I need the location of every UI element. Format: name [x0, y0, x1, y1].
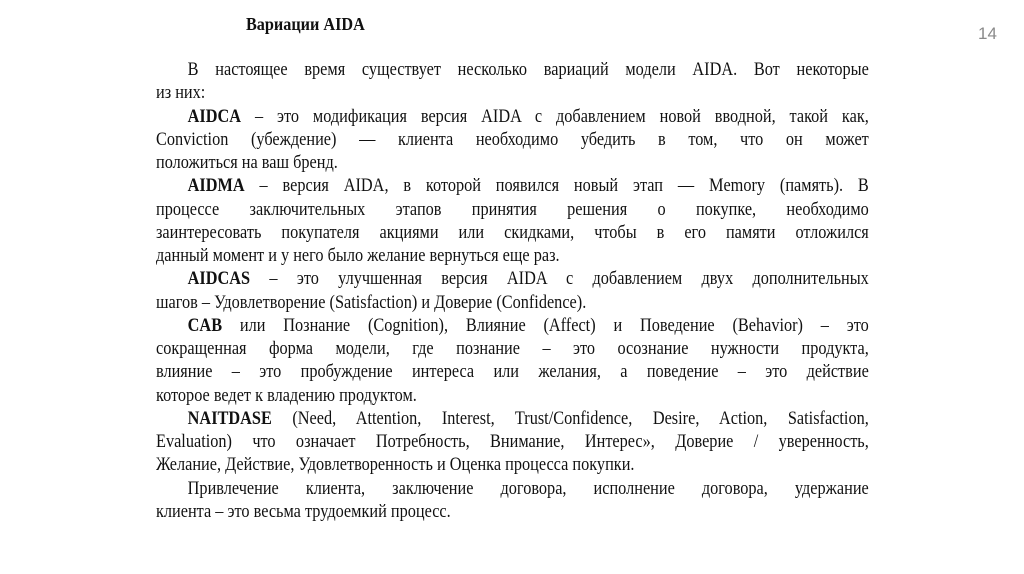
line-text: из них: — [156, 83, 206, 104]
line-text: – это улучшенная версия AIDA с добавлением двух дополнительных — [250, 269, 869, 290]
line-text: клиента – это весьма трудоемкий процесс. — [156, 501, 451, 522]
paragraph — [156, 59, 869, 106]
term-label: AIDCAS — [187, 269, 251, 290]
paragraph — [156, 106, 869, 176]
line-text: Желание, Действие, Удовлетворенность и Оценка процесса покупки. — [156, 455, 635, 476]
text-line — [156, 478, 869, 501]
paragraph — [156, 408, 869, 478]
line-text: сокращенная форма модели, где познание – это осознание нужности продукта, — [156, 339, 869, 359]
text-line — [156, 106, 869, 129]
slide-body — [156, 59, 869, 524]
line-text: заинтересовать покупателя акциями или скидками, чтобы в его памяти отложился — [156, 222, 869, 243]
text-line — [156, 129, 869, 152]
text-line — [156, 199, 869, 222]
text-line — [156, 292, 869, 315]
text-line — [156, 268, 869, 291]
term-label: NAITDASE — [187, 408, 272, 429]
text-line — [156, 82, 869, 105]
text-line — [156, 361, 869, 384]
line-text: – версия AIDA, в которой появился новый этап — Memory (память). В — [244, 176, 869, 197]
line-text: Conviction (убеждение) — клиента необходимо убедить в том, что он может — [156, 129, 869, 150]
term-label: AIDMA — [187, 176, 245, 197]
text-line — [156, 454, 869, 477]
line-text: или Познание (Cognition), Влияние (Affect) и Поведение (Behavior) – это — [222, 315, 869, 336]
text-line — [156, 431, 869, 454]
term-label: CAB — [187, 315, 223, 336]
line-text: шагов – Удовлетворение (Satisfaction) и Доверие (Confidence). — [156, 292, 587, 313]
text-line — [156, 385, 869, 408]
line-text: процессе заключительных этапов принятия решения о покупке, необходимо — [156, 199, 869, 220]
text-line — [156, 222, 869, 245]
slide-title: Вариации AIDA — [246, 14, 365, 34]
paragraph — [156, 175, 869, 268]
paragraph — [156, 478, 869, 525]
text-line — [156, 245, 869, 268]
line-text: (Need, Attention, Interest, Trust/Confidence, Desire, Action, Satisfaction, — [271, 408, 869, 429]
text-line — [156, 152, 869, 175]
term-label: AIDCA — [187, 106, 242, 127]
line-text: Evaluation) что означает Потребность, Внимание, Интерес», Доверие / уверенность, — [156, 432, 869, 452]
text-line — [156, 59, 869, 82]
line-text: которое ведет к владению продуктом. — [156, 385, 417, 406]
paragraph — [156, 268, 869, 315]
line-text: положиться на ваш бренд. — [156, 153, 338, 173]
text-line — [156, 338, 869, 361]
paragraph — [156, 315, 869, 408]
text-line — [156, 408, 869, 431]
line-text: Привлечение клиента, заключение договора, исполнение договора, удержание — [187, 478, 869, 499]
line-text: – это модификация версия AIDA с добавлением новой вводной, такой как, — [241, 106, 869, 127]
text-line — [156, 315, 869, 338]
line-text: В настоящее время существует несколько вариаций модели AIDA. Вот некоторые — [187, 60, 869, 80]
line-text: влияние – это пробуждение интереса или желания, а поведение – это действие — [156, 362, 869, 383]
text-line — [156, 501, 869, 524]
text-line — [156, 175, 869, 198]
page-number: 14 — [978, 24, 997, 43]
line-text: данный момент и у него было желание вернуться еще раз. — [156, 246, 560, 266]
